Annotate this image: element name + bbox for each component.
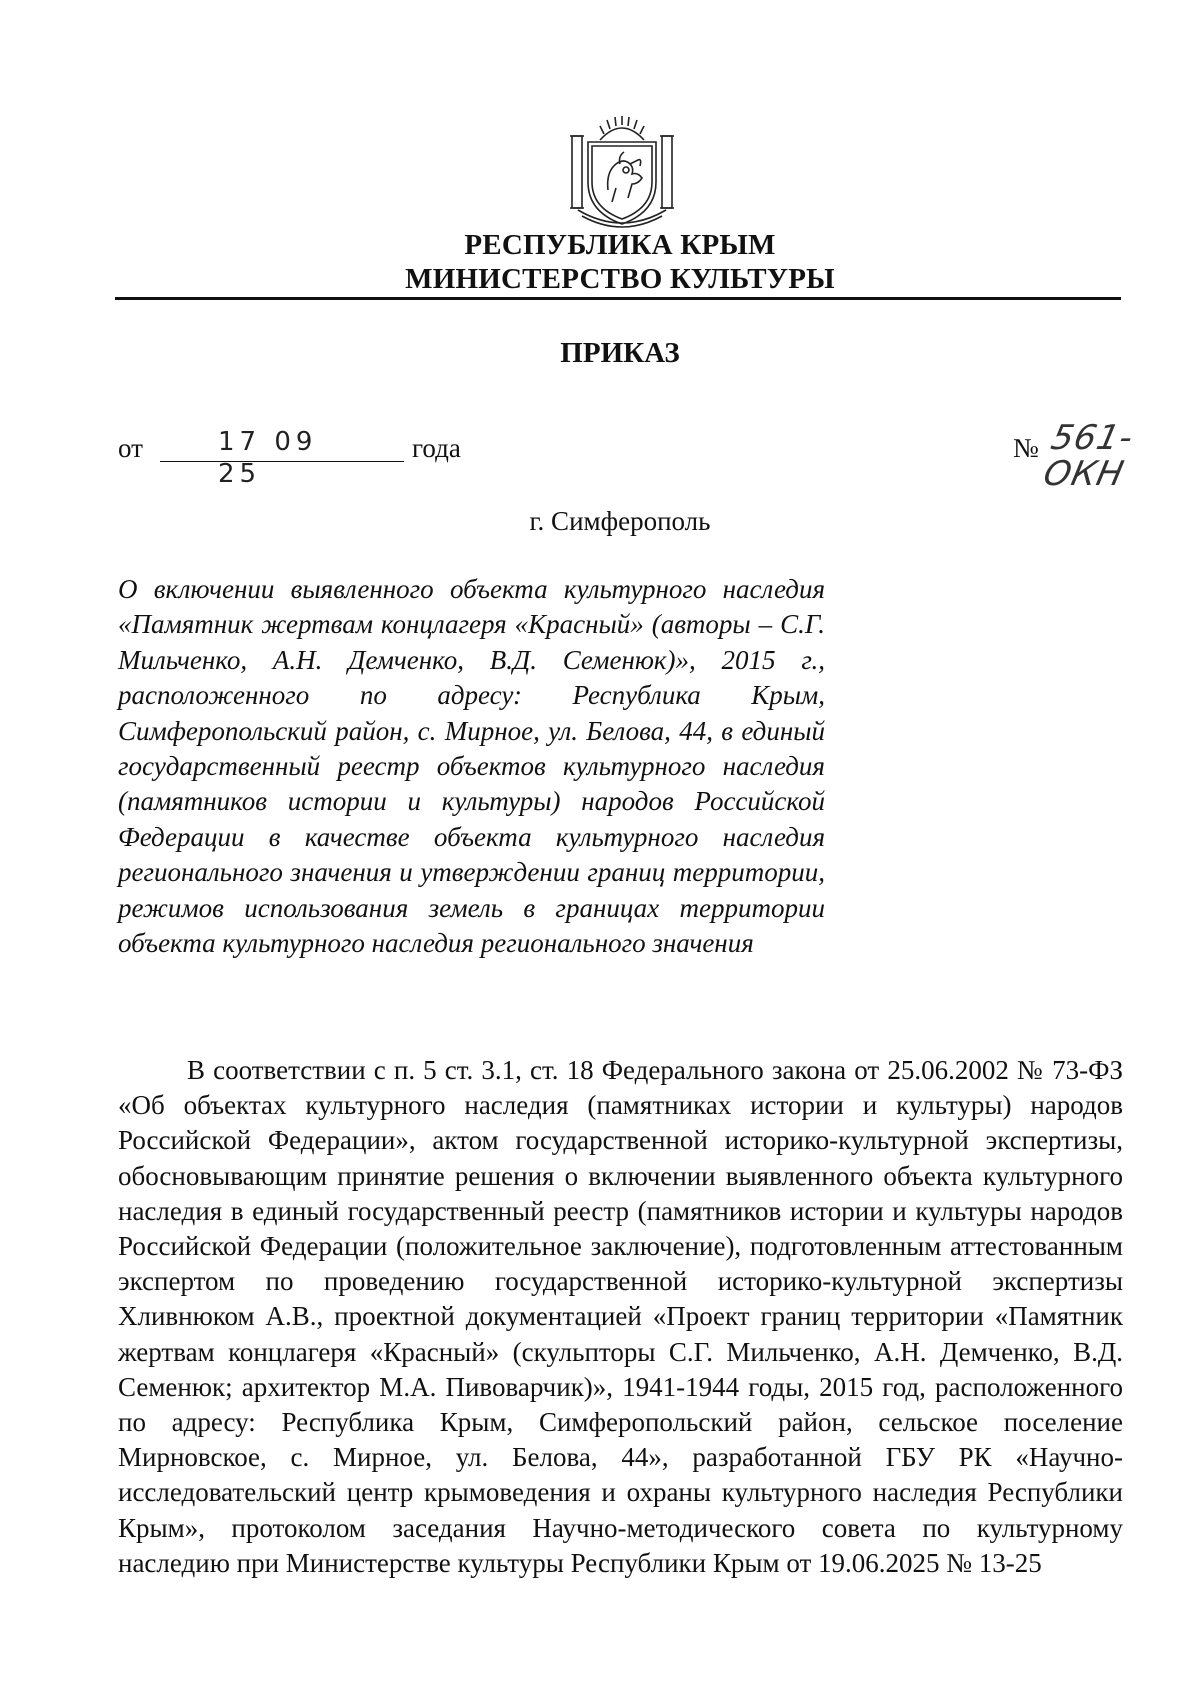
date-prefix: от [118,433,143,463]
republic-title: РЕСПУБЛИКА КРЫМ [464,229,776,261]
crimea-coat-of-arms-icon [568,112,676,230]
date-suffix: года [412,433,461,463]
number-label: № [1013,433,1039,463]
header-divider [115,297,1121,300]
date-value: 17 09 25 [218,427,318,489]
order-body: В соответствии с п. 5 ст. 3.1, ст. 18 Федерального закона от 25.06.2002 № 73-ФЗ «Об объектах культурного наследия (памятниках истории и культуры) народов Российской Федерации», актом государственной историко-культурной экспертизы, обосновывающим принятие решения о включении выявленного объекта культурного наследия в единый государственный реестр (памятников истории и культуры народов Российской Федерации (положительное заключение), подготовленным аттестованным экспертом по проведению государственной историко-культурной экспертизы Хливнюком А.В., проектной документацией «Проект границ территории «Памятник жертвам концлагеря «Красный» (скульпторы С.Г. Мильченко, А.Н. Демченко, В.Д. Семенюк; архитектор М.А. Пивоварчик)», 1941-1944 годы, 2015 год, расположенного по адресу: Республика Крым, Симферопольский район, сельское поселение Мирновское, с. Мирное, ул. Белова, 44», разработанной ГБУ РК «Научно-исследовательский центр крымоведения и охраны культурного наследия Республики Крым», протоколом заседания Научно-методического совета по культурному наследию при Министерстве культуры Республики Крым от 19.06.2025 № 13-25 [118,1055,1123,1578]
document-number: 561-ОКН [1039,418,1138,494]
ministry-title: МИНИСТЕРСТВО КУЛЬТУРЫ [405,263,835,295]
city: г. Симферополь [529,506,711,536]
order-subject: О включении выявленного объекта культурного наследия «Памятник жертвам концлагеря «Красный» (авторы – С.Г. Мильченко, А.Н. Демченко, В.Д. Семенюк)», 2015 г., расположенного по адресу: Республика Крым, Симферопольский район, с. Мирное, ул. Белова, 44, в единый государственный реестр объектов культурного наследия (памятников истории и культуры) народов Российской Федерации в качестве объекта культурного наследия регионального значения и утверждении границ территории, режимов использования земель в границах территории объекта культурного наследия регионального значения [118,574,825,959]
document-type: ПРИКАЗ [560,337,680,369]
